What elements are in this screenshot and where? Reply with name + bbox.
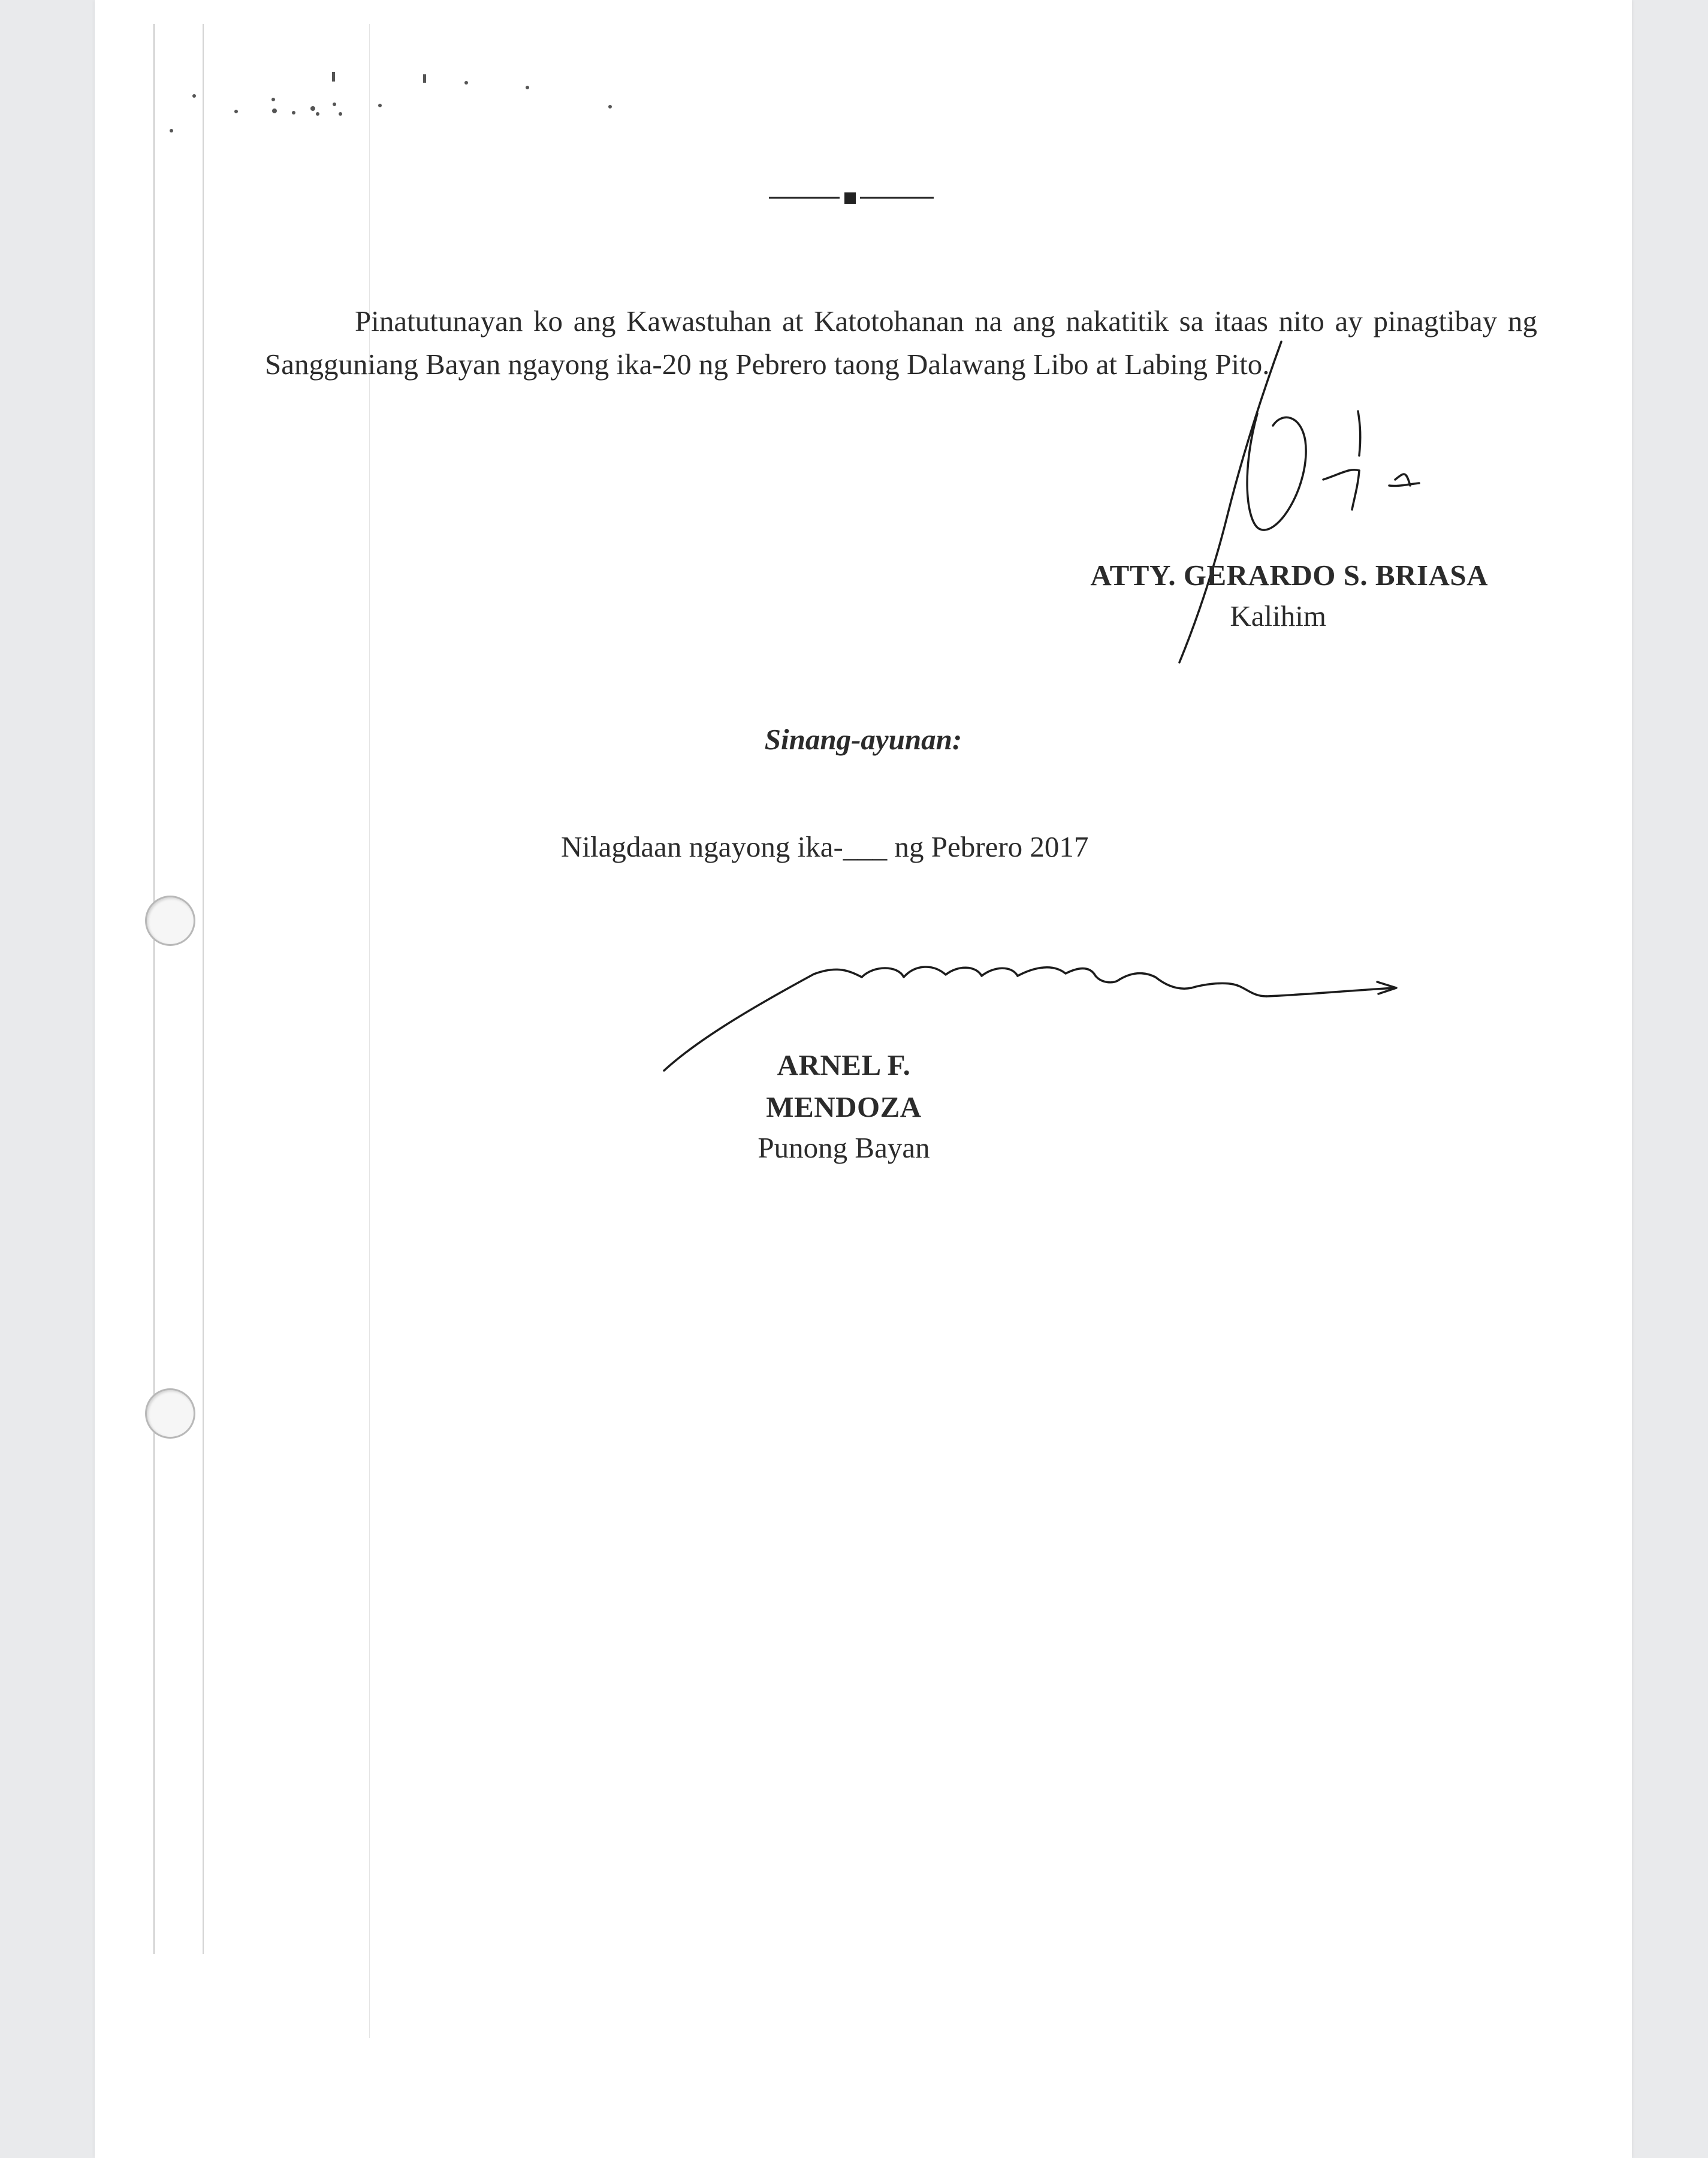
secretary-name: ATTY. GERARDO S. BRIASA xyxy=(1090,559,1488,592)
binder-margin-line xyxy=(203,24,204,1954)
binder-margin-line xyxy=(153,24,155,1954)
scan-specks xyxy=(95,0,1632,180)
mayor-signature xyxy=(562,953,1413,1079)
mayor-signature-block xyxy=(700,1044,988,1168)
mayor-name: ARNEL F. MENDOZA xyxy=(766,1048,922,1123)
mayor-title: Punong Bayan xyxy=(758,1131,930,1164)
signed-date-line: Nilagdaan ngayong ika-___ ng Pebrero 2017 xyxy=(561,830,1089,863)
punch-hole xyxy=(145,896,195,946)
secretary-title: Kalihim xyxy=(1230,599,1326,632)
section-divider-ornament xyxy=(769,189,934,207)
concurrence-label: Sinang-ayunan: xyxy=(764,723,962,756)
document-page xyxy=(95,0,1632,2158)
secretary-signature-block xyxy=(1090,554,1488,636)
certification-paragraph xyxy=(265,300,1537,386)
certification-text: Pinatutunayan ko ang Kawastuhan at Katotohanan na ang nakatitik sa itaas nito ay pinagtibay ng Sangguniang Bayan ngayong ika-20 ng Pebrero taong Dalawang Libo at Labing Pito. xyxy=(265,305,1537,381)
punch-hole xyxy=(145,1388,195,1439)
